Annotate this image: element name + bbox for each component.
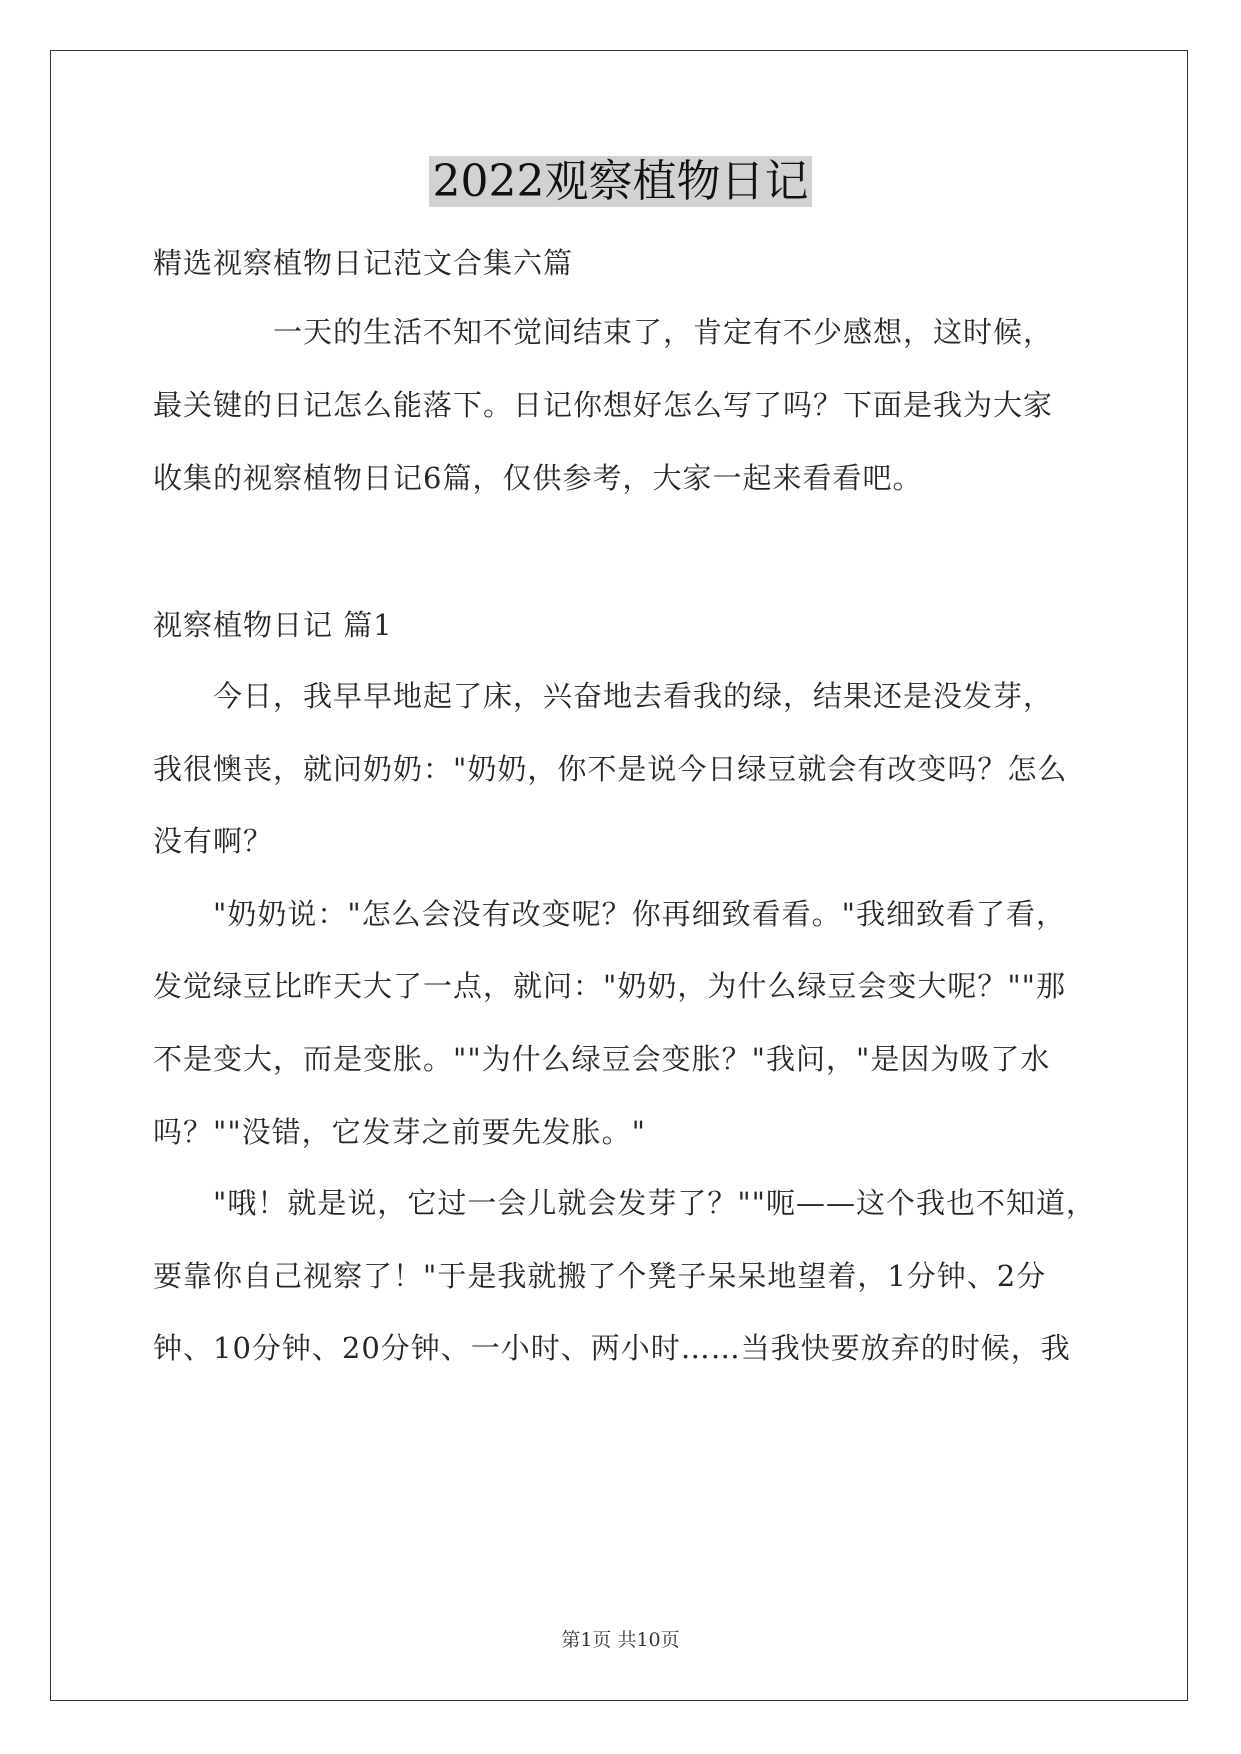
- body-line-8: "哦！就是说，它过一会儿就会发芽了？""呃——这个我也不知道，: [213, 1186, 1097, 1220]
- body-line-5: 发觉绿豆比昨天大了一点，就问："奶奶，为什么绿豆会变大呢？""那: [153, 969, 1067, 1003]
- page-border: [50, 50, 1188, 1701]
- document-subtitle: 精选视察植物日记范文合集六篇: [153, 246, 574, 280]
- document-title: [0, 152, 1241, 212]
- intro-line-1: 一天的生活不知不觉间结束了，肯定有不少感想，这时候，: [273, 315, 1054, 349]
- body-line-9: 要靠你自己视察了！"于是我就搬了个凳子呆呆地望着，1分钟、2分: [153, 1259, 1047, 1293]
- body-line-3: 没有啊？: [153, 824, 274, 858]
- body-line-7: 吗？""没错，它发芽之前要先发胀。": [153, 1115, 647, 1149]
- intro-line-3: 收集的视察植物日记6篇，仅供参考，大家一起来看看吧。: [153, 461, 923, 495]
- body-line-2: 我很懊丧，就问奶奶："奶奶，你不是说今日绿豆就会有改变吗？怎么: [153, 752, 1068, 786]
- body-line-6: 不是变大，而是变胀。""为什么绿豆会变胀？"我问，"是因为吸了水: [153, 1042, 1051, 1076]
- document-title-text: 2022观察植物日记: [429, 156, 813, 207]
- body-line-1: 今日，我早早地起了床，兴奋地去看我的绿，结果还是没发芽，: [213, 679, 1054, 713]
- intro-line-2: 最关键的日记怎么能落下。日记你想好怎么写了吗？下面是我为大家: [153, 388, 1054, 422]
- section-heading: 视察植物日记 篇1: [153, 608, 393, 642]
- body-line-10: 钟、10分钟、20分钟、一小时、两小时……当我快要放弃的时候，我: [153, 1331, 1071, 1365]
- page-number-footer: 第1页 共10页: [561, 1629, 680, 1651]
- body-line-4: "奶奶说："怎么会没有改变呢？你再细致看看。"我细致看了看，: [213, 897, 1067, 931]
